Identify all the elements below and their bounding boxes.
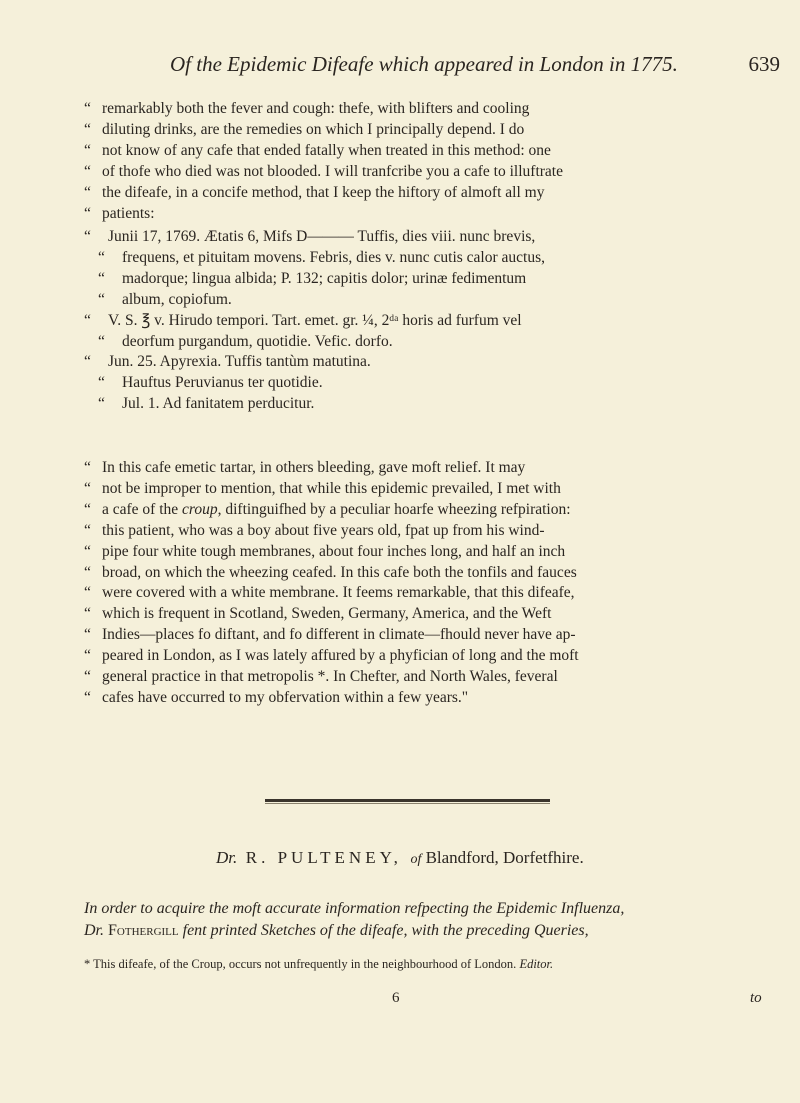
line-text: Jul. 1. Ad fanitatem perducitur. xyxy=(122,395,315,413)
text-line xyxy=(84,521,784,542)
line-text: In this cafe emetic tartar, in others bleeding, gave moft relief. It may xyxy=(102,459,526,476)
signature-name: R. PULTENEY, xyxy=(245,848,402,867)
request-rest: fent printed Sketches of the difeafe, with the preceding Queries, xyxy=(182,922,589,939)
case-notes xyxy=(84,227,784,415)
text-line xyxy=(84,290,784,311)
request-line-2 xyxy=(84,920,784,942)
line-text: deorfum purgandum, quotidie. Vefic. dorfo. xyxy=(122,332,393,350)
running-header xyxy=(170,52,780,77)
request-name: Fothergill xyxy=(108,922,179,939)
request-dr: Dr. xyxy=(84,922,105,939)
text-line xyxy=(84,500,784,521)
text-line xyxy=(84,458,784,479)
text-line xyxy=(84,688,784,709)
footnote-text: * This difeafe, of the Croup, occurs not unfrequently in the neighbourhood of London. xyxy=(84,957,517,971)
text-line xyxy=(84,332,784,353)
text-line xyxy=(84,373,784,394)
quote-mark: “ xyxy=(98,395,105,413)
text-line xyxy=(84,227,784,248)
text-line xyxy=(84,563,784,584)
line-text: cafes have occurred to my obfervation within a few years." xyxy=(102,688,469,706)
line-text: general practice in that metropolis *. In Chefter, and North Wales, feveral xyxy=(102,668,558,686)
line-text: Indies—places fo diftant, and fo different in climate—fhould never have ap- xyxy=(102,626,576,644)
text-line xyxy=(84,542,784,563)
signature-place: Blandford, Dorfetfhire. xyxy=(425,848,584,867)
text-line xyxy=(84,269,784,290)
section-rule-thin xyxy=(265,803,550,804)
text-line xyxy=(84,311,784,332)
line-text: remarkably both the fever and cough: thefe, with blifters and cooling xyxy=(102,100,530,117)
line-text: frequens, et pituitam movens. Febris, dies v. nunc cutis calor auctus, xyxy=(122,248,545,266)
line-text: patients: xyxy=(102,204,155,222)
signature-prefix: Dr. xyxy=(216,848,238,867)
page-number: 639 xyxy=(748,52,780,76)
author-signature xyxy=(216,848,584,868)
text-line xyxy=(84,204,784,225)
quote-mark: “ xyxy=(98,248,105,266)
text-line xyxy=(84,141,784,162)
catchword: to xyxy=(750,990,762,1006)
quote-mark: “ xyxy=(84,459,91,476)
text-line xyxy=(84,479,784,500)
request-line-1: In order to acquire the moft accurate information refpecting the Epidemic Influenza, xyxy=(84,900,625,917)
signature-mark: 6 xyxy=(392,990,400,1006)
quote-mark: “ xyxy=(84,120,91,138)
line-text: a cafe of the croup, diftinguifhed by a peculiar hoarfe wheezing refpiration: xyxy=(102,500,571,518)
line-text: which is frequent in Scotland, Sweden, Germany, America, and the Weft xyxy=(102,605,552,623)
line-text: Hauftus Peruvianus ter quotidie. xyxy=(122,374,323,392)
text-line xyxy=(84,583,784,604)
line-text: peared in London, as I was lately affured by a phyfician of long and the moft xyxy=(102,647,579,665)
quote-mark: “ xyxy=(84,204,91,222)
line-text: the difeafe, in a concife method, that I keep the hiftory of almoft all my xyxy=(102,183,545,201)
quote-mark: “ xyxy=(84,353,91,371)
quote-mark: “ xyxy=(84,162,91,180)
line-text: madorque; lingua albida; P. 132; capitis dolor; urinæ fedimentum xyxy=(122,269,527,287)
paragraph-croup xyxy=(84,458,784,709)
header-title: Of the Epidemic Difeafe which appeared in London in 1775. xyxy=(170,52,678,76)
line-text: Junii 17, 1769. Ætatis 6, Mifs D——— Tuffis, dies viii. nunc brevis, xyxy=(108,228,536,245)
text-line xyxy=(84,183,784,204)
text-line xyxy=(84,99,784,120)
quote-mark: “ xyxy=(84,584,91,602)
footnote xyxy=(84,957,784,972)
line-text: pipe four white tough membranes, about four inches long, and half an inch xyxy=(102,542,566,560)
footnote-editor: Editor. xyxy=(519,957,554,971)
quote-mark: “ xyxy=(84,183,91,201)
text-line xyxy=(84,162,784,183)
quote-mark: “ xyxy=(98,332,105,350)
line-text: V. S. ℥ v. Hirudo tempori. Tart. emet. gr. ¼, 2ᵈᵃ horis ad furfum vel xyxy=(108,311,522,329)
line-text: not know of any cafe that ended fatally when treated in this method: one xyxy=(102,141,551,159)
quote-mark: “ xyxy=(84,542,91,560)
text-line xyxy=(84,646,784,667)
line-text: album, copiofum. xyxy=(122,290,232,308)
quote-mark: “ xyxy=(98,290,105,308)
quote-mark: “ xyxy=(84,668,91,686)
quote-mark: “ xyxy=(84,311,91,329)
signature-of: of xyxy=(410,852,422,867)
line-text: broad, on which the wheezing ceafed. In this cafe both the tonfils and fauces xyxy=(102,563,577,581)
text-line xyxy=(84,120,784,141)
quote-mark: “ xyxy=(84,605,91,623)
section-rule xyxy=(265,799,550,802)
line-text: Jun. 25. Apyrexia. Tuffis tantùm matutina. xyxy=(108,353,371,371)
paragraph-continuation xyxy=(84,99,784,224)
quote-mark: “ xyxy=(98,374,105,392)
line-text: were covered with a white membrane. It feems remarkable, that this difeafe, xyxy=(102,584,575,602)
quote-mark: “ xyxy=(84,626,91,644)
request-paragraph xyxy=(84,898,784,942)
quote-mark: “ xyxy=(84,521,91,539)
text-line xyxy=(84,667,784,688)
quote-mark: “ xyxy=(84,688,91,706)
quote-mark: “ xyxy=(84,100,91,117)
text-line xyxy=(84,352,784,373)
text-line xyxy=(84,625,784,646)
line-text: diluting drinks, are the remedies on which I principally depend. I do xyxy=(102,120,525,138)
quote-mark: “ xyxy=(98,269,105,287)
quote-mark: “ xyxy=(84,500,91,518)
quote-mark: “ xyxy=(84,141,91,159)
quote-mark: “ xyxy=(84,479,91,497)
quote-mark: “ xyxy=(84,228,91,245)
line-text: not be improper to mention, that while this epidemic prevailed, I met with xyxy=(102,479,561,497)
text-line xyxy=(84,248,784,269)
line-text: this patient, who was a boy about five years old, fpat up from his wind- xyxy=(102,521,545,539)
quote-mark: “ xyxy=(84,647,91,665)
quote-mark: “ xyxy=(84,563,91,581)
text-line xyxy=(84,394,784,415)
line-text: of thofe who died was not blooded. I will tranfcribe you a cafe to illuftrate xyxy=(102,162,563,180)
text-line xyxy=(84,604,784,625)
